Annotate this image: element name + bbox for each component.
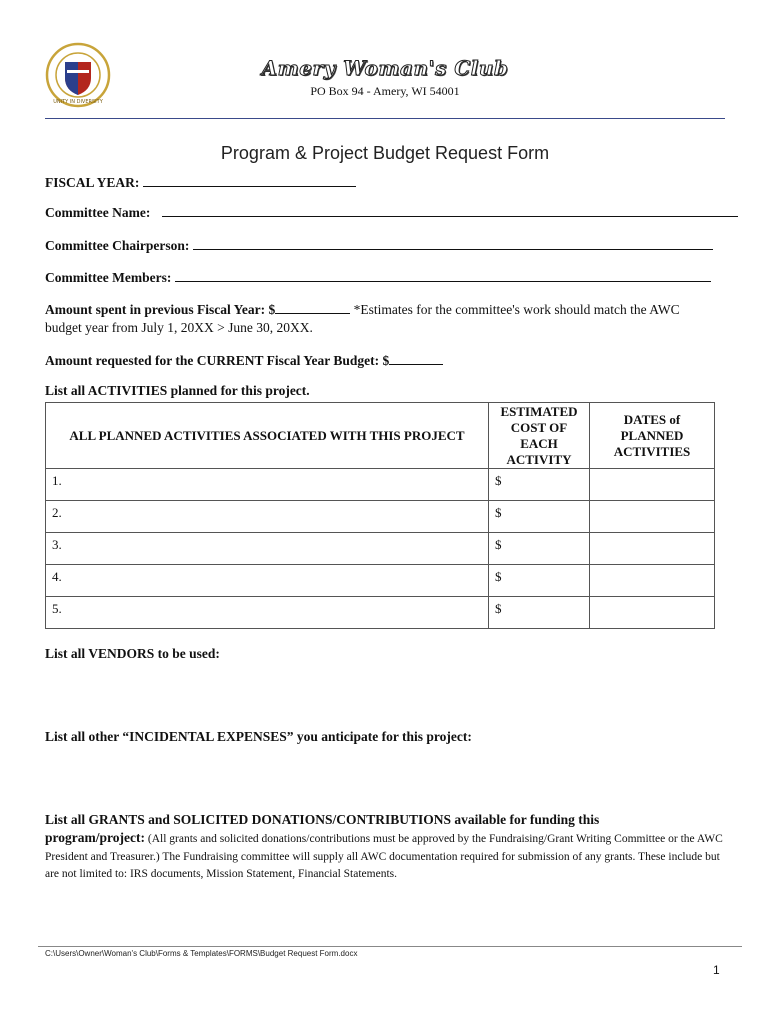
committee-chair-blank[interactable] [193,237,713,250]
header-divider [45,118,725,119]
club-name: Amery Woman's Club [261,56,509,80]
activity-cell[interactable]: 2. [46,501,489,533]
activity-cell[interactable]: 3. [46,533,489,565]
dates-cell[interactable] [590,565,715,597]
activities-heading-text: List all ACTIVITIES planned for this project. [45,383,310,398]
activity-cell[interactable]: 5. [46,597,489,629]
committee-chair-field[interactable] [45,237,713,254]
table-row[interactable] [46,533,715,565]
page-number: 1 [713,963,720,977]
amount-current-field[interactable] [45,352,443,369]
table-row[interactable] [46,565,715,597]
incidental-label: List all other “INCIDENTAL EXPENSES” you anticipate for this project: [45,729,472,744]
committee-members-field[interactable] [45,269,711,286]
committee-members-blank[interactable] [175,269,711,282]
table-row[interactable] [46,597,715,629]
amount-previous-note-2: budget year from July 1, 20XX > June 30, 20XX. [45,320,313,335]
fiscal-year-blank[interactable] [143,174,356,187]
grants-heading: List all GRANTS and SOLICITED DONATIONS/CONTRIBUTIONS available for funding this [45,812,600,827]
table-row[interactable] [46,469,715,501]
amount-current-label: Amount requested for the CURRENT Fiscal Year Budget: $ [45,353,390,368]
col-header-activities: ALL PLANNED ACTIVITIES ASSOCIATED WITH THIS PROJECT [46,403,489,469]
cost-cell[interactable]: $ [489,533,590,565]
grants-note: (All grants and solicited donations/contributions must be approved by the Fundraising/Grant Writing Committee or the AWC President and Treasurer.) The Fundraising committee will supply all AWC documentation required for submission of any grants. These include but are not limited to: IRS documents, Mission Statement, Financial Statements. [45,833,723,880]
amount-previous-label: Amount spent in previous Fiscal Year: $ [45,302,276,317]
logo-bottom-text: UNITY IN DIVERSITY [53,99,103,105]
amount-previous-field [45,301,725,337]
col-header-cost: ESTIMATED COST OF EACH ACTIVITY [489,403,590,469]
amount-previous-note: *Estimates for the committee's work should match the AWC [353,302,680,317]
form-title: Program & Project Budget Request Form [220,143,550,163]
incidental-section [45,729,472,745]
fiscal-year-field[interactable] [45,174,356,191]
activity-cell[interactable]: 4. [46,565,489,597]
committee-name-label: Committee Name: [45,205,151,220]
committee-chair-label: Committee Chairperson: [45,238,190,253]
committee-name-field[interactable] [45,204,738,221]
activity-cell[interactable]: 1. [46,469,489,501]
fiscal-year-label: FISCAL YEAR: [45,175,140,190]
grants-heading-2: program/project: [45,830,145,845]
dates-cell[interactable] [590,501,715,533]
vendors-section [45,646,220,662]
cost-cell[interactable]: $ [489,501,590,533]
dates-cell[interactable] [590,533,715,565]
vendors-label: List all VENDORS to be used: [45,646,220,661]
footer-divider [38,946,742,947]
cost-cell[interactable]: $ [489,469,590,501]
activities-table [45,402,715,629]
footer-file-path: C:\Users\Owner\Woman's Club\Forms & Templates\FORMS\Budget Request Form.docx [45,949,358,958]
activities-heading [45,383,310,399]
amount-current-blank[interactable] [389,352,443,365]
col-header-dates: DATES of PLANNED ACTIVITIES [590,403,715,469]
grants-section [45,811,725,884]
table-row[interactable] [46,501,715,533]
club-address: PO Box 94 - Amery, WI 54001 [310,84,460,98]
committee-name-blank[interactable] [162,204,738,217]
cost-cell[interactable]: $ [489,597,590,629]
committee-members-label: Committee Members: [45,270,172,285]
amount-previous-blank[interactable] [275,301,350,314]
dates-cell[interactable] [590,597,715,629]
dates-cell[interactable] [590,469,715,501]
table-header-row [46,403,715,469]
cost-cell[interactable]: $ [489,565,590,597]
